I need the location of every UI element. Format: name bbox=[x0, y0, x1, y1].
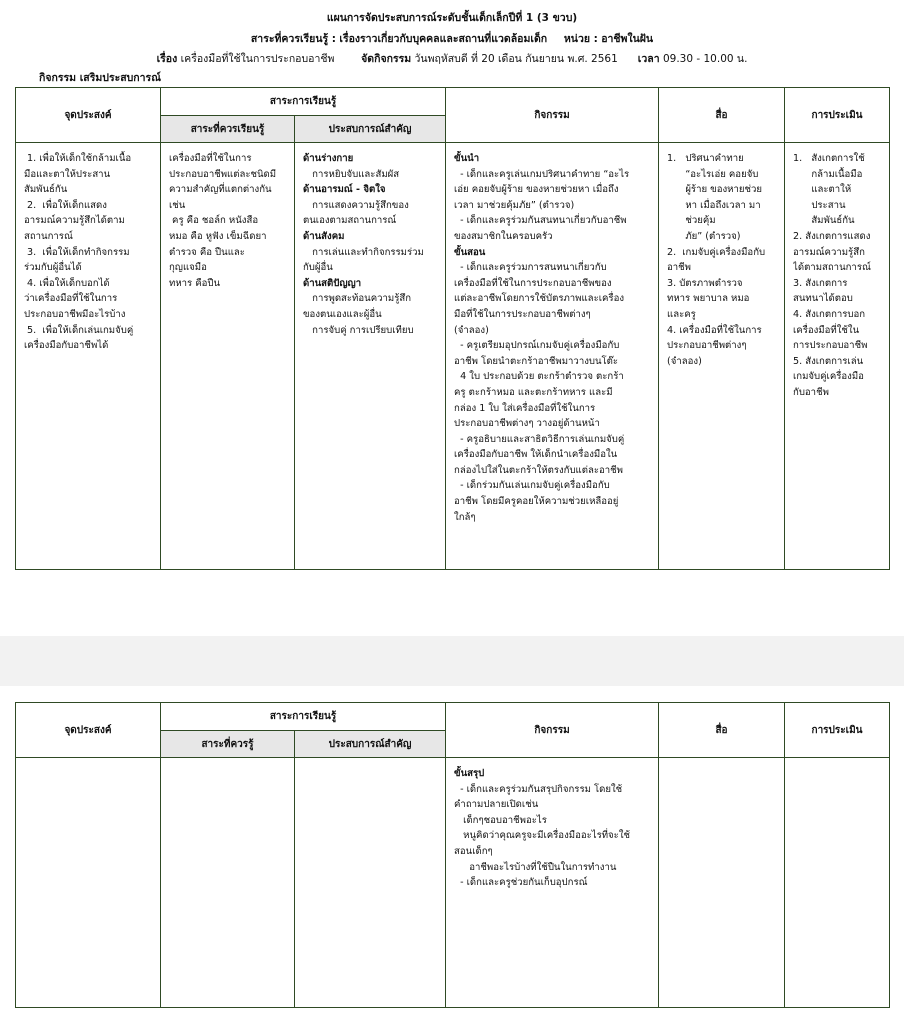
cell-line: ใกล้ๆ bbox=[454, 511, 476, 523]
cell-line: ความสำคัญที่แตกต่างกัน bbox=[169, 184, 272, 196]
cell-line: ขั้นสอน bbox=[454, 246, 486, 258]
objective-cell bbox=[16, 758, 161, 1008]
cell-line: 1. สังเกตการใช้ bbox=[793, 153, 865, 164]
header-experience: ประสบการณ์สำคัญ bbox=[295, 116, 446, 143]
plan-table-2 bbox=[15, 702, 890, 1008]
objective-cell bbox=[16, 143, 161, 570]
date-label: จัดกิจกรรม bbox=[361, 53, 412, 65]
cell-line: การพูดสะท้อนความรู้สึก bbox=[303, 293, 412, 305]
cell-line: อารมณ์ความรู้สึก bbox=[793, 246, 865, 258]
cell-line: 4. เพื่อให้เด็กบอกได้ bbox=[24, 277, 110, 289]
cell-line: ขั้นนำ bbox=[454, 153, 480, 164]
unit-value: อาชีพในฝัน bbox=[601, 33, 654, 45]
activity-cell bbox=[446, 758, 659, 1008]
cell-line: กับผู้อื่น bbox=[303, 262, 333, 274]
content-cell bbox=[161, 143, 295, 570]
cell-line: กล้ามเนื้อมือ bbox=[793, 168, 863, 180]
unit-label: หน่วย : bbox=[563, 33, 598, 45]
topic-label: เรื่อง bbox=[156, 53, 178, 65]
header-learning: สาระการเรียนรู้ bbox=[161, 88, 446, 116]
header-learning: สาระการเรียนรู้ bbox=[161, 703, 446, 731]
cell-line: (จำลอง) bbox=[667, 355, 702, 367]
cell-line: ประกอบอาชีพต่างๆ bbox=[667, 340, 747, 352]
cell-line: ทหาร คือปืน bbox=[169, 277, 221, 289]
cell-line: เช่น bbox=[169, 199, 186, 211]
cell-line: อาชีพ bbox=[667, 262, 691, 274]
cell-line: 3. สังเกตการ bbox=[793, 277, 848, 289]
cell-line: ด้านร่างกาย bbox=[303, 153, 354, 164]
cell-line: และครู bbox=[667, 308, 696, 320]
cell-line: สอนเด็กๆ bbox=[454, 845, 493, 857]
cell-line: มือและตาให้ประสาน bbox=[24, 168, 111, 180]
cell-line: 2. เพื่อให้เด็กแสดง bbox=[24, 199, 107, 211]
cell-line: ด้านสติปัญญา bbox=[303, 277, 362, 289]
header-activity: กิจกรรม bbox=[446, 703, 659, 758]
cell-line: อาชีพ โดยนำตะกร้าอาชีพมาวางบนโต๊ะ bbox=[454, 355, 619, 367]
cell-line: - เด็กร่วมกันเล่นเกมจับคู่เครื่องมือกับ bbox=[454, 480, 610, 492]
time-value: 09.30 - 10.00 น. bbox=[662, 53, 748, 65]
cell-line: ประสาน bbox=[793, 199, 846, 211]
cell-line: ร่วมกับผู้อื่นได้ bbox=[24, 262, 82, 274]
cell-line: ประกอบอาชีพแต่ละชนิดมี bbox=[169, 168, 277, 180]
cell-line: ครู คือ ชอล์ก หนังสือ bbox=[169, 215, 259, 227]
cell-line: 2. สังเกตการแสดง bbox=[793, 230, 871, 242]
cell-line: หนูคิดว่าคุณครูจะมีเครื่องมืออะไรที่จะใช้ bbox=[454, 830, 631, 842]
header-evaluation: การประเมิน bbox=[785, 703, 890, 758]
cell-line: ด้านสังคม bbox=[303, 230, 345, 242]
cell-line: การเล่นและทำกิจกรรมร่วม bbox=[303, 246, 424, 258]
cell-line: เครื่องมือที่ใช้ใน bbox=[793, 324, 860, 336]
cell-line: ด้านอารมณ์ - จิตใจ bbox=[303, 184, 386, 196]
media-cell bbox=[659, 143, 785, 570]
cell-line: ช่วยคุ้ม bbox=[667, 215, 716, 227]
cell-line: 4 ใบ ประกอบด้วย ตะกร้าตำรวจ ตะกร้า bbox=[454, 371, 624, 383]
cell-line: ประกอบอาชีพมีอะไรบ้าง bbox=[24, 308, 126, 320]
cell-line: - เด็กและครูร่วมการสนทนาเกี่ยวกับ bbox=[454, 262, 607, 274]
subject-label: สาระที่ควรเรียนรู้ : bbox=[250, 33, 337, 45]
cell-line: ภัย” (ตำรวจ) bbox=[667, 230, 741, 242]
cell-line: - เด็กและครูร่วมกันสนทนาเกี่ยวกับอาชีพ bbox=[454, 215, 627, 227]
cell-line: การแสดงความรู้สึกของ bbox=[303, 199, 409, 211]
cell-line: ของสมาชิกในครอบครัว bbox=[454, 230, 553, 242]
header-content: สาระที่ควรรู้ bbox=[161, 731, 295, 758]
cell-line: สถานการณ์ bbox=[24, 230, 73, 242]
cell-line: ครู ตะกร้าหมอ และตะกร้าทหาร และมี bbox=[454, 386, 613, 398]
cell-line: 4. สังเกตการบอก bbox=[793, 308, 866, 320]
topic-line bbox=[0, 52, 904, 66]
cell-line: - เด็กและครูร่วมกันสรุปกิจกรรม โดยใช้ bbox=[454, 783, 623, 795]
cell-line: เกมจับคู่เครื่องมือ bbox=[793, 371, 864, 383]
cell-line: ขั้นสรุป bbox=[454, 768, 485, 779]
cell-line: หา เมื่อถึงเวลา มา bbox=[667, 199, 761, 211]
header-objective: จุดประสงค์ bbox=[16, 703, 161, 758]
cell-line: 2. เกมจับคู่เครื่องมือกับ bbox=[667, 246, 766, 258]
subject-value: เรื่องราวเกี่ยวกับบุคคลและสถานที่แวดล้อมเด็ก bbox=[339, 33, 548, 45]
cell-line: ตนเองตามสถานการณ์ bbox=[303, 215, 397, 227]
header-media: สื่อ bbox=[659, 703, 785, 758]
experience-cell bbox=[295, 758, 446, 1008]
activity-cell bbox=[446, 143, 659, 570]
cell-line: อาชีพ โดยมีครูคอยให้ความช่วยเหลืออยู่ bbox=[454, 496, 619, 508]
cell-line: สัมพันธ์กัน bbox=[24, 184, 68, 196]
cell-line: ว่าเครื่องมือที่ใช้ในการ bbox=[24, 293, 118, 305]
cell-line: เครื่องมือที่ใช้ในการ bbox=[169, 153, 252, 164]
header-content: สาระที่ควรเรียนรู้ bbox=[161, 116, 295, 143]
header-evaluation: การประเมิน bbox=[785, 88, 890, 143]
cell-line: 3. เพื่อให้เด็กทำกิจกรรม bbox=[24, 246, 130, 258]
plan-title: แผนการจัดประสบการณ์ระดับชั้นเด็กเล็กปีที่ 1 (3 ขวบ) bbox=[326, 12, 578, 24]
cell-line: การหยิบจับและสัมผัส bbox=[303, 168, 400, 180]
cell-line: และตาให้ bbox=[793, 184, 852, 196]
header-activity: กิจกรรม bbox=[446, 88, 659, 143]
experience-cell bbox=[295, 143, 446, 570]
cell-line: - เด็กและครูช่วยกันเก็บอุปกรณ์ bbox=[454, 877, 588, 889]
cell-line: กล่องไปใส่ในตะกร้าให้ตรงกับแต่ละอาชีพ bbox=[454, 464, 623, 476]
cell-line: กับอาชีพ bbox=[793, 386, 829, 398]
header-objective: จุดประสงค์ bbox=[16, 88, 161, 143]
topic-value: เครื่องมือที่ใช้ในการประกอบอาชีพ bbox=[180, 53, 335, 65]
header-experience: ประสบการณ์สำคัญ bbox=[295, 731, 446, 758]
cell-line: เวลา มาช่วยคุ้มภัย” (ตำรวจ) bbox=[454, 199, 575, 211]
time-label: เวลา bbox=[637, 53, 660, 65]
cell-line: สัมพันธ์กัน bbox=[793, 215, 855, 227]
cell-line: - ครูอธิบายและสาธิตวิธีการเล่นเกมจับคู่ bbox=[454, 433, 625, 445]
cell-line: การประกอบอาชีพ bbox=[793, 340, 868, 352]
cell-line: (จำลอง) bbox=[454, 324, 489, 336]
media-cell bbox=[659, 758, 785, 1008]
subject-line bbox=[0, 32, 904, 46]
cell-line: เอ่ย คอยจับผู้ร้าย ของหายช่วยหา เมื่อถึง bbox=[454, 184, 619, 196]
evaluation-cell bbox=[785, 758, 890, 1008]
page-gap bbox=[0, 636, 904, 686]
document-page-2 bbox=[0, 686, 904, 1024]
cell-line: เครื่องมือที่ใช้ในการประกอบอาชีพของ bbox=[454, 277, 612, 289]
cell-line: เด็กๆชอบอาชีพอะไร bbox=[454, 814, 547, 826]
cell-line: ได้ตามสถานการณ์ bbox=[793, 262, 871, 274]
cell-line: 4. เครื่องมือที่ใช้ในการ bbox=[667, 324, 762, 336]
cell-line: - เด็กและครูเล่นเกมปริศนาคำทาย “อะไร bbox=[454, 168, 630, 180]
header-media: สื่อ bbox=[659, 88, 785, 143]
cell-line: 5. สังเกตการเล่น bbox=[793, 355, 864, 367]
cell-line: - ครูเตรียมอุปกรณ์เกมจับคู่เครื่องมือกับ bbox=[454, 340, 620, 352]
cell-line: เครื่องมือกับอาชีพได้ bbox=[24, 340, 109, 352]
cell-line: “อะไรเอ่ย คอยจับ bbox=[667, 168, 759, 180]
cell-line: กล่อง 1 ใบ ใส่เครื่องมือที่ใช้ในการ bbox=[454, 402, 596, 414]
content-cell bbox=[161, 758, 295, 1008]
cell-line: แต่ละอาชีพโดยการใช้บัตรภาพและเครื่อง bbox=[454, 293, 625, 305]
date-value: วันพฤหัสบดี ที่ 20 เดือน กันยายน พ.ศ. 2561 bbox=[414, 53, 618, 65]
cell-line: กุญแจมือ bbox=[169, 262, 207, 274]
cell-line: คำถามปลายเปิดเช่น bbox=[454, 799, 539, 811]
cell-line: สนทนาได้ตอบ bbox=[793, 293, 853, 305]
cell-line: 1. เพื่อให้เด็กใช้กล้ามเนื้อ bbox=[24, 153, 132, 164]
cell-line: มือที่ใช้ในการประกอบอาชีพต่างๆ bbox=[454, 308, 591, 320]
cell-line: 1. ปริศนาคำทาย bbox=[667, 153, 744, 164]
activity-type: กิจกรรม เสริมประสบการณ์ bbox=[39, 72, 161, 84]
cell-line: ของตนเองและผู้อื่น bbox=[303, 308, 382, 320]
cell-line: เครื่องมือกับอาชีพ ให้เด็กนำเครื่องมือใน bbox=[454, 449, 618, 461]
cell-line: 3. บัตรภาพตำรวจ bbox=[667, 277, 743, 289]
cell-line: หมอ คือ หูฟัง เข็มฉีดยา bbox=[169, 230, 267, 242]
cell-line: ประกอบอาชีพต่างๆ วางอยู่ด้านหน้า bbox=[454, 418, 600, 430]
cell-line: อารมณ์ความรู้สึกได้ตาม bbox=[24, 215, 125, 227]
cell-line: 5. เพื่อให้เด็กเล่นเกมจับคู่ bbox=[24, 324, 134, 336]
plan-table-1 bbox=[15, 87, 890, 570]
evaluation-cell bbox=[785, 143, 890, 570]
cell-line: ผู้ร้าย ของหายช่วย bbox=[667, 184, 763, 196]
cell-line: ตำรวจ คือ ปืนและ bbox=[169, 246, 245, 258]
cell-line: อาชีพอะไรบ้างที่ใช้ปืนในการทำงาน bbox=[454, 861, 617, 873]
cell-line: ทหาร พยาบาล หมอ bbox=[667, 293, 750, 305]
cell-line: การจับคู่ การเปรียบเทียบ bbox=[303, 324, 414, 336]
